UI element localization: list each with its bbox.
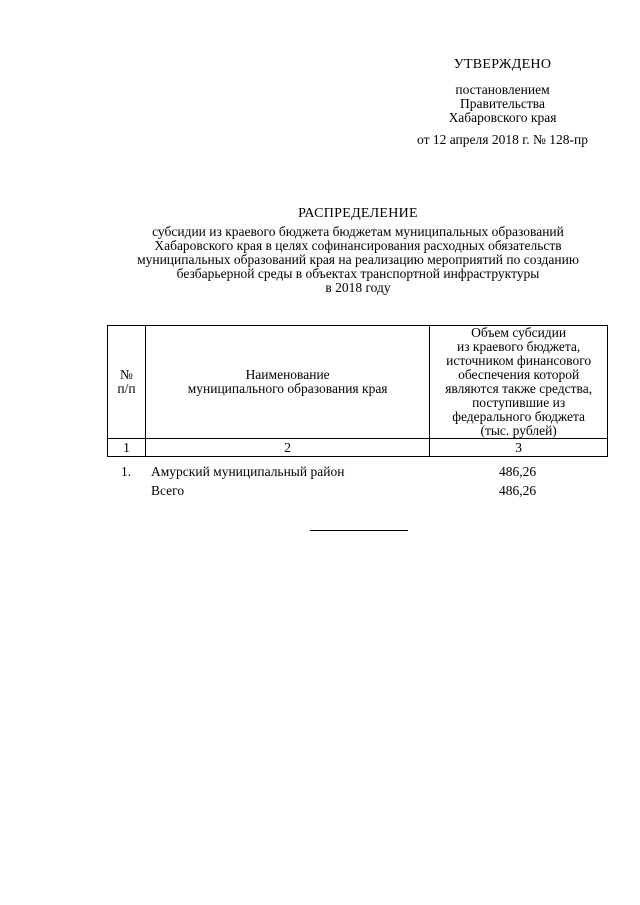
table-body (107, 463, 608, 501)
approval-line: Правительства (460, 96, 545, 111)
subtitle-line: в 2018 году (325, 280, 391, 295)
closing-rule (310, 530, 408, 531)
column-number: 1 (108, 439, 146, 457)
row-value: 486,26 (499, 464, 537, 479)
approval-date: от 12 апреля 2018 г. № 128-пр (417, 132, 588, 147)
column-number: 2 (145, 439, 429, 457)
distribution-table (107, 325, 608, 457)
subtitle-line: Хабаровского края в целях софинансирования расходных обязательств (154, 238, 562, 253)
document-title: РАСПРЕДЕЛЕНИЕ (298, 206, 418, 221)
approval-line: Хабаровского края (448, 110, 557, 125)
header-name: Наименование муниципального образования края (145, 326, 429, 439)
approval-line: постановлением (455, 82, 550, 97)
subtitle-line: муниципальных образований края на реализацию мероприятий по созданию (137, 252, 579, 267)
header-number: № п/п (108, 326, 146, 439)
row-value: 486,26 (499, 483, 537, 498)
subtitle-line: субсидии из краевого бюджета бюджетам муниципальных образований (152, 224, 564, 239)
table-row (107, 463, 608, 482)
row-name: Амурский муниципальный район (151, 464, 345, 479)
document-subtitle (96, 225, 620, 295)
row-name: Всего (151, 483, 185, 498)
column-number: 3 (430, 439, 608, 457)
subtitle-line: безбарьерной среды в объектах транспортной инфраструктуры (176, 266, 540, 281)
table-row-total (107, 482, 608, 501)
header-amount: Объем субсидии из краевого бюджета, источником финансового обеспечения которой являются также средства, поступившие из федерального бюджета (тыс. рублей) (430, 326, 608, 439)
table-header-row (108, 326, 608, 439)
approval-block (400, 58, 605, 147)
row-number: 1. (121, 464, 132, 479)
table-column-numbers (108, 439, 608, 457)
approval-heading: УТВЕРЖДЕНО (453, 57, 552, 72)
